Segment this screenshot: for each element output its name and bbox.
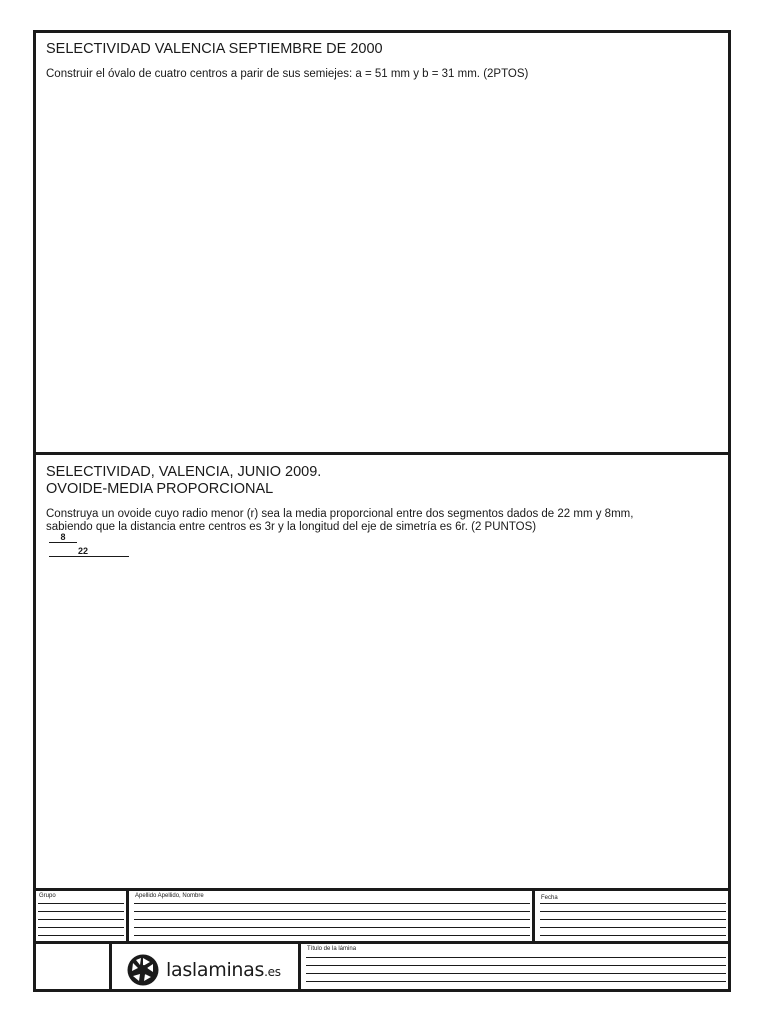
exercise-1-title: SELECTIVIDAD VALENCIA SEPTIEMBRE DE 2000 bbox=[46, 41, 383, 57]
fecha-field[interactable] bbox=[538, 891, 728, 941]
exercise-2-title-line2: OVOIDE-MEDIA PROPORCIONAL bbox=[46, 481, 274, 497]
exercise-1-statement: Construir el óvalo de cuatro centros a parir de sus semiejes: a = 51 mm y b = 31 mm. (2PTOS) bbox=[46, 68, 529, 80]
grupo-field[interactable] bbox=[36, 891, 129, 941]
title-block-row-1 bbox=[36, 891, 728, 944]
blank-box bbox=[36, 944, 112, 989]
titulo-label: Título de la lámina bbox=[307, 946, 357, 952]
brand-logo-text bbox=[166, 959, 281, 981]
title-block bbox=[36, 888, 728, 989]
grupo-label: Grupo bbox=[39, 893, 56, 899]
segment-22mm bbox=[49, 546, 129, 557]
exercise-2-title bbox=[46, 464, 321, 498]
nombre-writing-lines bbox=[134, 903, 530, 939]
segment-22mm-label: 22 bbox=[77, 546, 88, 556]
titulo-field[interactable] bbox=[304, 944, 728, 989]
title-block-row-2 bbox=[36, 944, 728, 989]
segment-8mm-label: 8 bbox=[60, 532, 66, 542]
nombre-field[interactable] bbox=[132, 891, 535, 941]
exercise-2 bbox=[36, 455, 728, 888]
brand-logo-name: laslaminas bbox=[166, 959, 265, 981]
sheet-frame bbox=[33, 30, 731, 992]
exercise-2-statement-line2: sabiendo que la distancia entre centros es 3r y la longitud del eje de simetría es 6r. (2 PUNTOS) bbox=[46, 521, 537, 533]
brand-logo bbox=[126, 952, 281, 988]
segment-8mm bbox=[49, 532, 77, 543]
exercise-2-statement bbox=[46, 508, 633, 534]
titulo-writing-lines bbox=[306, 957, 726, 987]
exercise-1 bbox=[36, 33, 728, 455]
grupo-writing-lines bbox=[38, 903, 124, 939]
fecha-label: Fecha bbox=[541, 895, 558, 901]
aperture-logo-icon bbox=[126, 953, 160, 987]
exercise-2-statement-line1: Construya un ovoide cuyo radio menor (r) sea la media proporcional entre dos segmentos dados de 22 mm y 8mm, bbox=[46, 508, 634, 520]
nombre-label: Apellido Apellido, Nombre bbox=[135, 893, 204, 899]
logo-box bbox=[115, 944, 301, 989]
exercise-2-title-line1: SELECTIVIDAD, VALENCIA, JUNIO 2009. bbox=[46, 464, 322, 480]
fecha-writing-lines bbox=[540, 903, 726, 939]
brand-logo-suffix: .es bbox=[264, 965, 281, 979]
